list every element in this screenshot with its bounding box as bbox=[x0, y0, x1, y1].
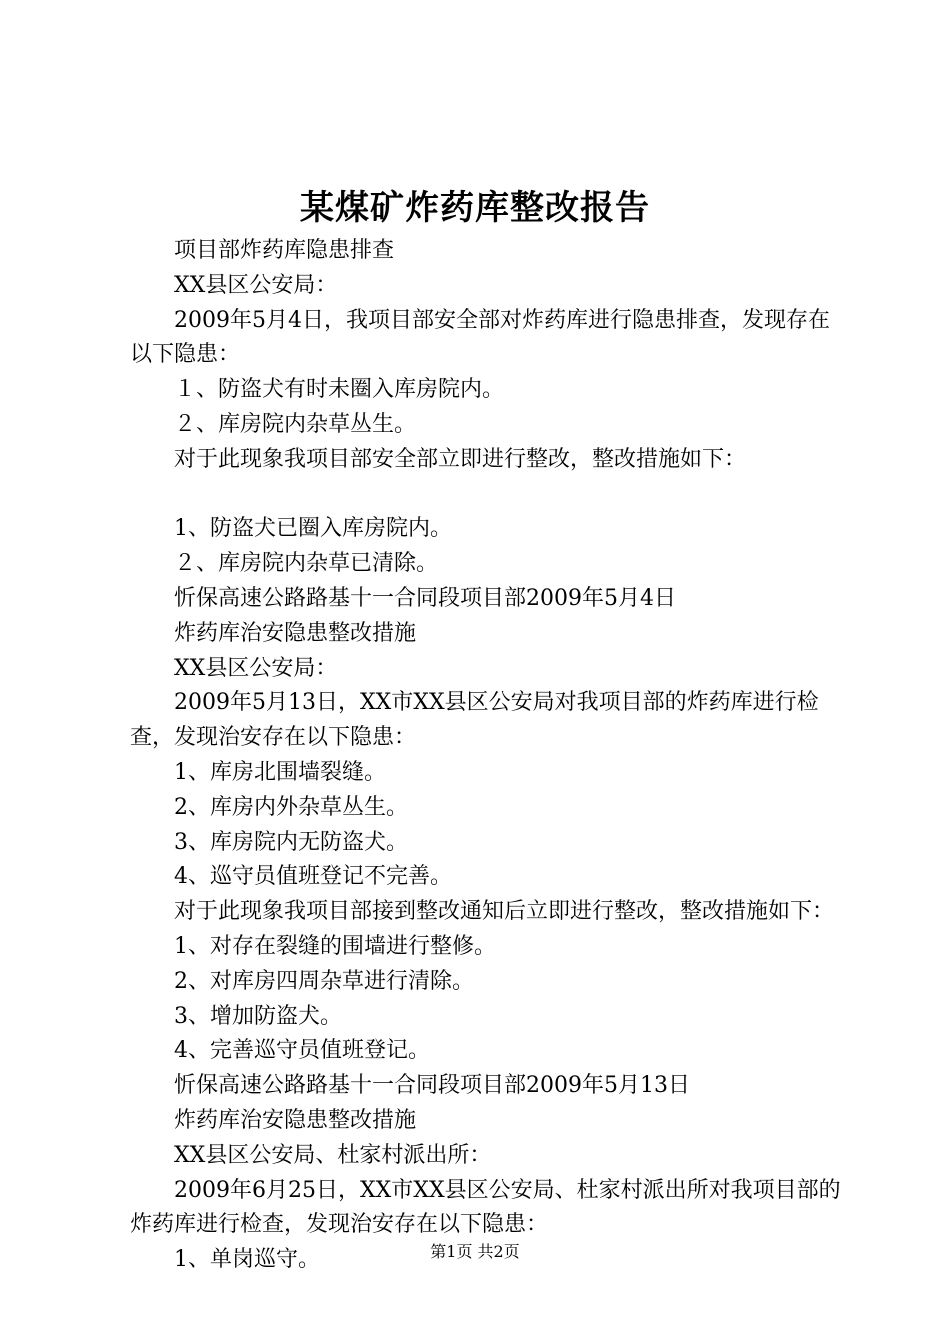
document-body bbox=[130, 234, 850, 1278]
section-heading: 炸药库治安隐患整改措施 bbox=[174, 620, 417, 646]
paragraph: 项目部炸药库隐患排查 bbox=[174, 238, 395, 263]
paragraph: 2009年5月4日，我项目部安全部对炸药库进行隐患排查，发现存在以下隐患： bbox=[130, 307, 830, 368]
section-heading: 炸药库治安隐患整改措施 bbox=[174, 1107, 417, 1133]
paragraph: 2、对库房四周杂草进行清除。 bbox=[174, 968, 474, 994]
paragraph: 2009年5月13日，XX市XX县区公安局对我项目部的炸药库进行检查，发现治安存在以下隐患： bbox=[130, 690, 819, 751]
paragraph: XX县区公安局： bbox=[174, 272, 338, 298]
paragraph: 4、巡守员值班登记不完善。 bbox=[174, 864, 452, 890]
paragraph: XX县区公安局、杜家村派出所： bbox=[174, 1142, 492, 1168]
paragraph: 对于此现象我项目部安全部立即进行整改，整改措施如下： bbox=[174, 446, 747, 472]
paragraph: 1、防盗犬已圈入库房院内。 bbox=[174, 516, 452, 542]
paragraph: １、防盗犬有时未圈入库房院内。 bbox=[174, 377, 505, 403]
paragraph: 对于此现象我项目部接到整改通知后立即进行整改，整改措施如下： bbox=[174, 899, 835, 925]
paragraph: ２、库房院内杂草已清除。 bbox=[174, 551, 439, 577]
signature-line: 忻保高速公路路基十一合同段项目部2009年5月4日 bbox=[174, 585, 676, 611]
signature-line: 忻保高速公路路基十一合同段项目部2009年5月13日 bbox=[174, 1073, 690, 1099]
paragraph: 2、库房内外杂草丛生。 bbox=[174, 794, 408, 820]
blank-line bbox=[130, 478, 850, 513]
paragraph: ２、库房院内杂草丛生。 bbox=[174, 411, 417, 437]
document-title: 某煤矿炸药库整改报告 bbox=[300, 188, 650, 228]
paragraph: XX县区公安局： bbox=[174, 655, 338, 681]
paragraph: 3、增加防盗犬。 bbox=[174, 1003, 342, 1029]
paragraph: 4、完善巡守员值班登记。 bbox=[174, 1038, 430, 1064]
paragraph: 1、对存在裂缝的围墙进行整修。 bbox=[174, 933, 496, 959]
paragraph: 2009年6月25日，XX市XX县区公安局、杜家村派出所对我项目部的炸药库进行检查，发现治安存在以下隐患： bbox=[130, 1177, 841, 1238]
paragraph: 1、库房北围墙裂缝。 bbox=[174, 759, 386, 785]
paragraph: 1、单岗巡守。 bbox=[174, 1247, 320, 1273]
paragraph: 3、库房院内无防盗犬。 bbox=[174, 829, 408, 855]
page-footer: 第1页 共2页 bbox=[430, 1242, 520, 1261]
